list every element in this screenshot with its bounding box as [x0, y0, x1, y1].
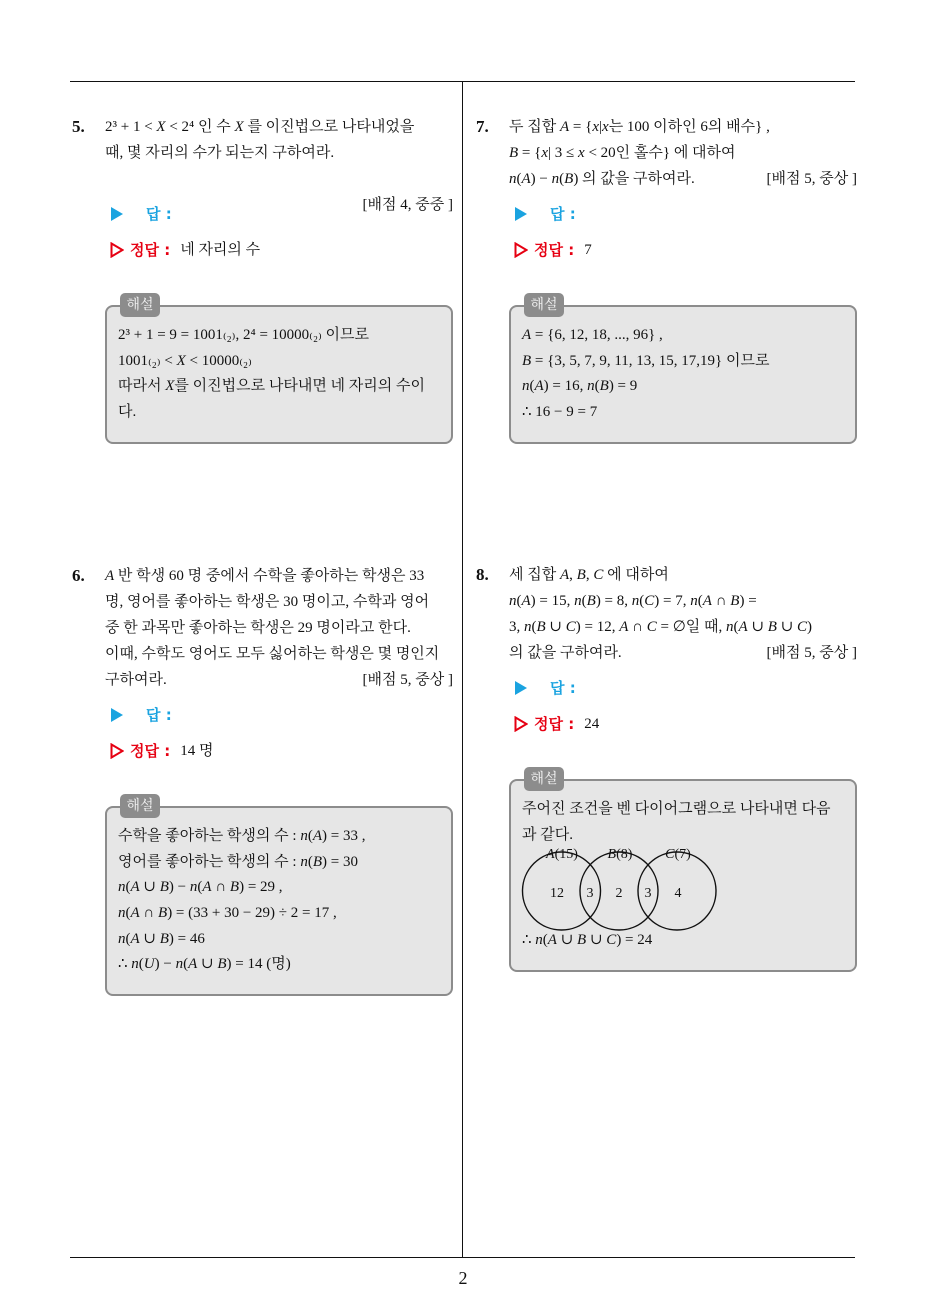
bottom-rule [70, 1257, 855, 1258]
explanation-box [509, 771, 857, 972]
math-variable: X [234, 119, 244, 135]
math-variable: n [118, 930, 126, 947]
math-variable: n [118, 905, 126, 922]
explanation-line: 수학을 좋아하는 학생의 수 : n(A) = 33 , [118, 828, 366, 844]
correct-answer-label: 정답 : [130, 742, 171, 760]
answer-label: 답 : [550, 205, 576, 223]
math-variable: A [702, 593, 712, 609]
math-variable: x [578, 145, 585, 161]
math-variable: B [312, 853, 322, 870]
question-line: A 반 학생 60 명 중에서 수학을 좋아하는 학생은 33 [105, 568, 425, 584]
math-variable: A [522, 327, 532, 343]
explanation-line: 2³ + 1 = 9 = 1001₍₂₎, 2⁴ = 10000₍₂₎ 이므로 [118, 327, 369, 343]
math-variable: A [202, 879, 212, 896]
math-variable: B [159, 930, 169, 947]
problem-body [509, 562, 857, 972]
correct-answer-label: 정답 : [534, 241, 575, 259]
answer-row [509, 675, 857, 701]
outline-right-triangle-icon [514, 716, 528, 732]
region-a-only: 12 [550, 886, 564, 902]
math-variable: A [130, 930, 140, 947]
question-line: 구하여라. [105, 672, 167, 688]
explanation-box [509, 297, 857, 444]
explanation-line: ∴ n(A ∪ B ∪ C) = 24 [522, 932, 653, 949]
math-variable: x [541, 145, 549, 161]
question-line: n(A) − n(B) 의 값을 구하여라. [509, 171, 695, 187]
set-a-label: A(15) [546, 847, 578, 863]
explanation-line: n(A ∪ B) = 46 [118, 930, 205, 947]
filled-right-triangle-icon [110, 707, 124, 723]
math-variable: C [665, 847, 675, 863]
correct-answer-value: 14 명 [180, 743, 214, 759]
question-line: 의 값을 구하여라. [509, 645, 622, 661]
math-variable: A [312, 828, 322, 844]
math-variable: A [738, 619, 748, 635]
answer-row [509, 201, 857, 227]
question-line-with-score [509, 640, 857, 666]
explanation-line: 주어진 조건을 벤 다이어그램으로 나타내면 다음 [522, 801, 831, 817]
problem-number: 8. [476, 565, 489, 584]
math-variable: C [606, 932, 617, 949]
math-variable: A [521, 593, 531, 609]
math-variable: x [592, 119, 599, 135]
explanation-box [105, 798, 453, 996]
column-divider [462, 82, 463, 1258]
question-line-with-score [105, 667, 453, 693]
math-variable: A [130, 905, 140, 922]
problem-number: 5. [72, 117, 85, 136]
explanation-line: 과 같다. [522, 826, 573, 843]
math-variable: C [646, 619, 657, 635]
score-label: [배점 5, 중상 ] [766, 645, 857, 661]
math-variable: n [690, 593, 698, 609]
question-line: 3, n(B ∪ C) = 12, A ∩ C = ∅일 때, n(A ∪ B ∪ C) [509, 619, 813, 635]
explanation-line: 따라서 X를 이진법으로 나타내면 네 자리의 수이 [118, 378, 425, 395]
venn-diagram [522, 848, 842, 928]
math-variable: n [535, 932, 543, 949]
outline-right-triangle-icon [514, 242, 528, 258]
math-variable: n [509, 171, 517, 187]
problem-body [105, 563, 453, 996]
math-variable: B [607, 847, 617, 863]
math-variable: C [797, 619, 808, 635]
explanation-box [105, 297, 453, 444]
set-b-label: B(8) [607, 847, 633, 863]
question-line: B = {x| 3 ≤ x < 20인 홀수} 에 대하여 [509, 145, 736, 161]
math-variable: n [574, 593, 582, 609]
math-variable: C [644, 593, 655, 609]
math-variable: n [131, 956, 139, 973]
math-variable: A [534, 378, 544, 395]
math-variable: U [143, 956, 155, 973]
question-line: 이때, 수학도 영어도 모두 싫어하는 학생은 몇 명인지 [105, 646, 440, 662]
explanation-line: n(A ∩ B) = (33 + 30 − 29) ÷ 2 = 17 , [118, 905, 337, 922]
math-variable: B [599, 378, 609, 395]
question-line: n(A) = 15, n(B) = 8, n(C) = 7, n(A ∩ B) = [509, 593, 757, 609]
math-variable: B [536, 619, 546, 635]
math-variable: X [156, 119, 166, 135]
math-variable: X [165, 378, 175, 395]
math-variable: B [159, 879, 169, 896]
correct-answer-value: 7 [584, 242, 592, 258]
math-variable: A [521, 171, 531, 187]
score-label: [배점 5, 중상 ] [362, 672, 453, 688]
score-label: [배점 4, 중중 ] [362, 197, 453, 213]
math-variable: B [586, 593, 596, 609]
page-number: 2 [458, 1268, 468, 1288]
filled-right-triangle-icon [514, 206, 528, 222]
question-line: 중 한 과목만 좋아하는 학생은 29 명이라고 한다. [105, 620, 411, 636]
math-variable: B [564, 171, 574, 187]
correct-answer-label: 정답 : [130, 241, 171, 259]
math-variable: n [189, 879, 198, 896]
problem-body [105, 114, 453, 444]
outline-right-triangle-icon [110, 242, 124, 258]
math-variable: X [176, 352, 186, 369]
math-variable: B [509, 145, 519, 161]
answer-row [105, 702, 453, 728]
explanation-line: A = {6, 12, 18, ..., 96} , [522, 327, 663, 343]
region-b-only: 2 [615, 886, 623, 902]
explanation-tab: 해설 [120, 293, 160, 317]
correct-answer-row [105, 738, 453, 764]
math-variable: x [602, 119, 609, 135]
filled-right-triangle-icon [514, 680, 528, 696]
math-variable: n [175, 956, 184, 973]
explanation-line: ∴ 16 − 9 = 7 [522, 404, 598, 421]
math-variable: A [559, 119, 570, 135]
question-line: 두 집합 A = {x|x는 100 이하인 6의 배수} , [509, 119, 770, 135]
filled-right-triangle-icon [110, 206, 124, 222]
answer-label: 답 : [146, 706, 172, 724]
explanation-line: n(A) = 16, n(B) = 9 [522, 378, 638, 395]
explanation-tab: 해설 [524, 293, 564, 317]
math-variable: A [105, 568, 115, 584]
math-variable: C [565, 619, 576, 635]
answer-label: 답 : [550, 679, 576, 697]
explanation-line: n(A ∪ B) − n(A ∩ B) = 29 , [118, 879, 283, 896]
region-b-and-c: 3 [644, 886, 652, 902]
score-label: [배점 5, 중상 ] [766, 171, 857, 187]
math-variable: B [576, 567, 586, 583]
explanation-tab: 해설 [524, 767, 564, 791]
math-variable: B [767, 619, 777, 635]
explanation-line: ∴ n(U) − n(A ∪ B) = 14 (명) [118, 956, 291, 973]
score-row [105, 166, 453, 213]
problem-body [509, 114, 857, 444]
correct-answer-value: 24 [584, 716, 600, 732]
question-line-with-score [509, 166, 857, 192]
math-variable: A [188, 956, 198, 973]
explanation-line: 1001₍₂₎ < X < 10000₍₂₎ [118, 352, 252, 369]
math-variable: B [522, 352, 532, 369]
explanation-tab: 해설 [120, 794, 160, 818]
explanation-line: B = {3, 5, 7, 9, 11, 13, 15, 17,19} 이므로 [522, 352, 770, 369]
set-c-label: C(7) [665, 847, 691, 863]
correct-answer-row [509, 711, 857, 737]
correct-answer-label: 정답 : [534, 715, 575, 733]
math-variable: B [577, 932, 587, 949]
math-variable: n [300, 828, 308, 844]
math-variable: A [559, 567, 570, 583]
outline-right-triangle-icon [110, 743, 124, 759]
correct-answer-value: 네 자리의 수 [180, 242, 261, 258]
math-variable: n [587, 378, 595, 395]
question-line: 2³ + 1 < X < 2⁴ 인 수 X 를 이진법으로 나타내었을 [105, 119, 415, 135]
question-line: 명, 영어를 좋아하는 학생은 30 명이고, 수학과 영어 [105, 594, 430, 610]
question-line: 세 집합 A, B, C 에 대하여 [509, 567, 669, 583]
problem-number: 7. [476, 117, 489, 136]
math-variable: n [524, 619, 532, 635]
math-variable: A [547, 932, 557, 949]
math-variable: B [158, 905, 168, 922]
math-variable: A [619, 619, 629, 635]
math-variable: C [593, 567, 604, 583]
correct-answer-row [105, 237, 453, 263]
math-variable: n [726, 619, 734, 635]
math-variable: n [509, 593, 517, 609]
math-variable: n [118, 879, 126, 896]
math-variable: B [730, 593, 740, 609]
math-variable: B [229, 879, 240, 896]
problem-number: 6. [72, 566, 85, 585]
math-variable: B [217, 956, 227, 973]
region-a-and-b: 3 [586, 886, 594, 902]
math-variable: n [551, 171, 560, 187]
correct-answer-row [509, 237, 857, 263]
math-variable: n [300, 853, 308, 870]
question-line: 때, 몇 자리의 수가 되는지 구하여라. [105, 145, 335, 161]
explanation-line: 다. [118, 404, 137, 421]
math-variable: A [546, 847, 555, 863]
region-c-only: 4 [674, 886, 682, 902]
math-variable: A [130, 879, 140, 896]
explanation-line: 영어를 좋아하는 학생의 수 : n(B) = 30 [118, 853, 358, 870]
answer-label: 답 : [146, 205, 172, 223]
math-variable: n [631, 593, 640, 609]
math-variable: n [522, 378, 530, 395]
